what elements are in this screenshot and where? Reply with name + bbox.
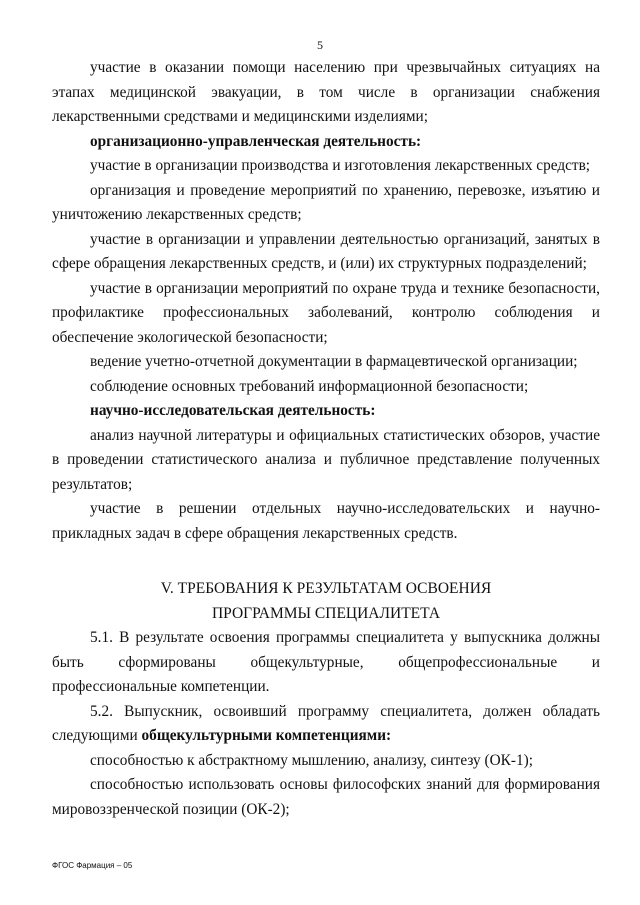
- bold-term: общекультурными компетенциями:: [141, 727, 392, 744]
- paragraph: участие в оказании помощи населению при чрезвычайных ситуациях на этапах медицинской эвакуации, в том числе в организации снабжения лекарственными средствами и медицинскими изделиями;: [52, 59, 600, 125]
- paragraph: участие в организации и управлении деятельностью организаций, занятых в сфере обращения лекарственных средств, и (или) их структурных подразделений;: [52, 230, 600, 272]
- paragraph: 5.1. В результате освоения программы специалитета у выпускника должны быть сформированы общекультурные, общепрофессиональные и профессиональные компетенции.: [52, 629, 600, 695]
- document-body: [52, 56, 600, 822]
- paragraph: ведение учетно-отчетной документации в фармацевтической организации;: [90, 353, 578, 370]
- paragraph: организация и проведение мероприятий по хранению, перевозке, изъятию и уничтожению лекарственных средств;: [52, 181, 600, 223]
- paragraph: анализ научной литературы и официальных статистических обзоров, участие в проведении статистического анализа и публичное представление полученных результатов;: [52, 426, 600, 493]
- section-title-line: V. ТРЕБОВАНИЯ К РЕЗУЛЬТАТАМ ОСВОЕНИЯ: [160, 580, 492, 597]
- subheading-research: научно-исследовательская деятельность:: [90, 402, 376, 419]
- paragraph: участие в решении отдельных научно-исследовательских и научно-прикладных задач в сфере обращения лекарственных средств.: [52, 500, 600, 542]
- paragraph: [52, 700, 600, 749]
- paragraph-text: 5.2. Выпускник, освоивший программу специалитета, должен обладать следующими: [52, 702, 600, 744]
- paragraph: способностью использовать основы философских знаний для формирования мировоззренческой позиции (ОК-2);: [52, 776, 600, 818]
- subheading-organizational: организационно-управленческая деятельность:: [90, 132, 422, 150]
- section-title-line: ПРОГРАММЫ СПЕЦИАЛИТЕТА: [211, 605, 441, 622]
- section-title: [52, 576, 600, 626]
- footer-label: ФГОС Фармация – 05: [52, 861, 133, 870]
- paragraph: участие в организации производства и изготовления лекарственных средств;: [90, 157, 591, 174]
- page-number: 5: [317, 38, 323, 52]
- paragraph: участие в организации мероприятий по охране труда и технике безопасности, профилактике профессиональных заболеваний, контролю соблюдения и обеспечение экологической безопасности;: [52, 279, 600, 346]
- paragraph: соблюдение основных требований информационной безопасности;: [90, 377, 529, 395]
- paragraph: способностью к абстрактному мышлению, анализу, синтезу (ОК-1);: [90, 751, 533, 769]
